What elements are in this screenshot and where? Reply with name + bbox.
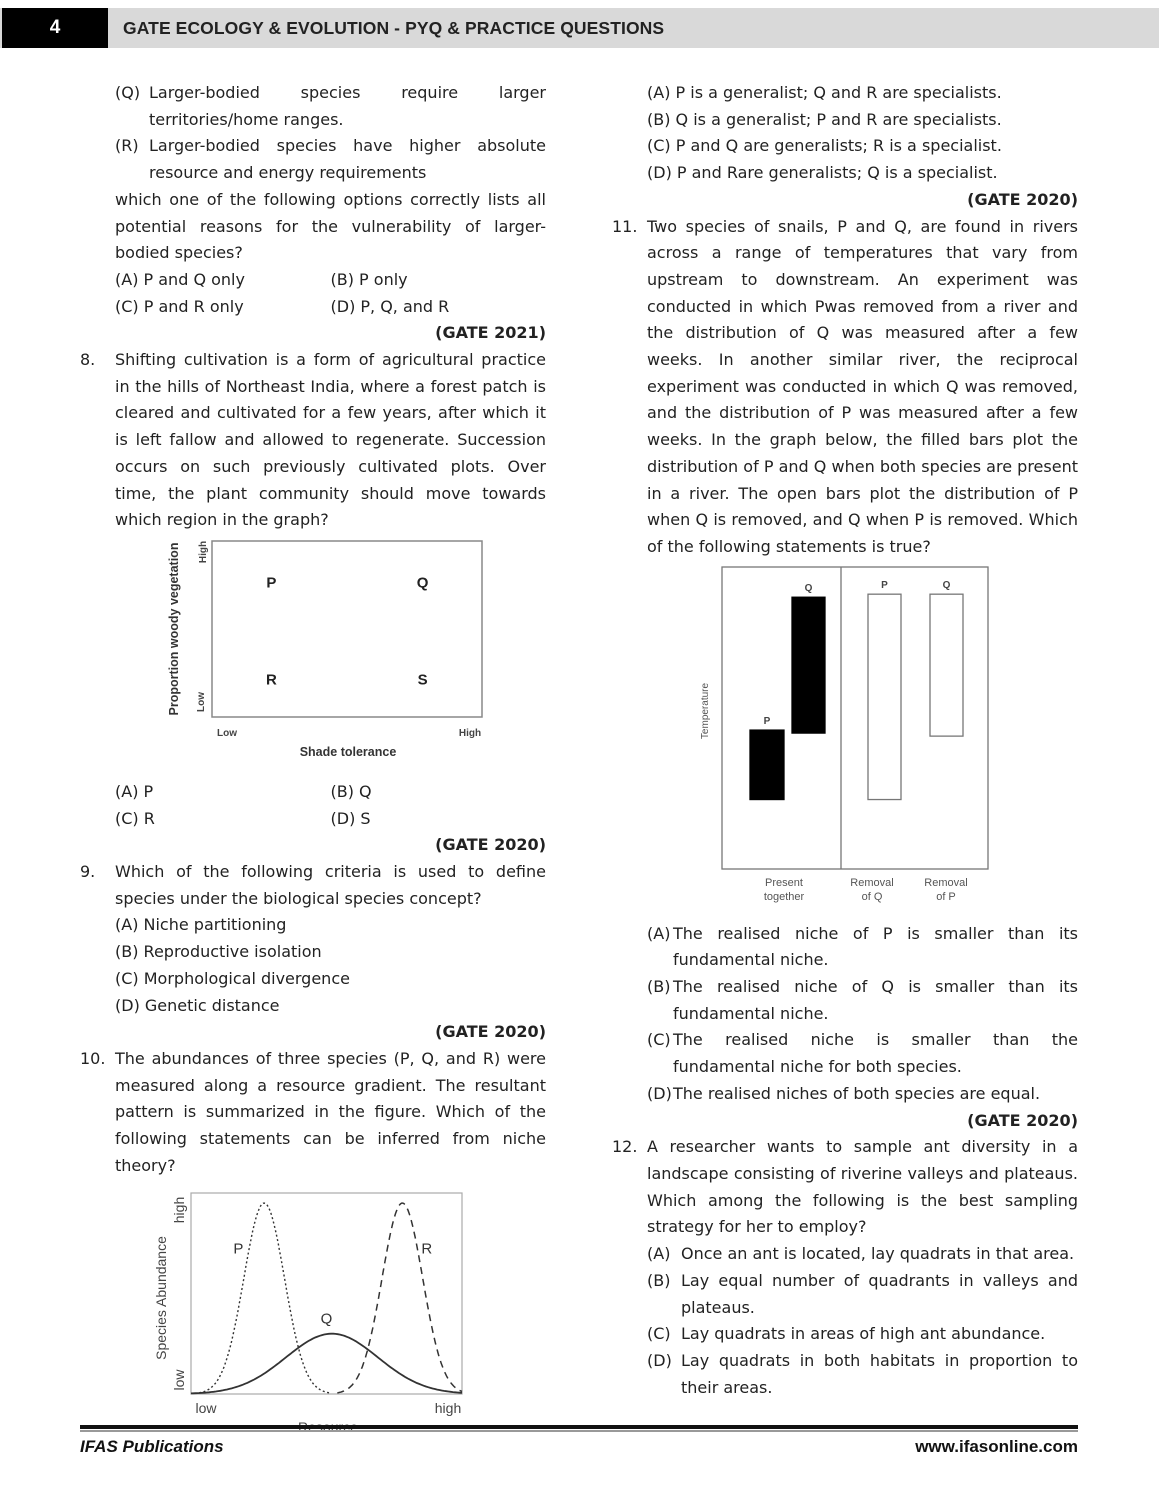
q10-question: [80, 1046, 546, 1180]
q12-option-c[interactable]: [612, 1321, 1078, 1348]
q11-option-a[interactable]: [612, 921, 1078, 974]
x-axis-label: Shade tolerance: [299, 744, 397, 759]
footer-website[interactable]: www.ifasonline.com: [915, 1437, 1078, 1456]
q7-options-row1: [80, 267, 546, 294]
right-column: [612, 80, 1078, 1401]
series-label-r: R: [421, 1239, 433, 1257]
bar-label-p: P: [881, 579, 888, 591]
option-label: (D): [647, 1350, 672, 1370]
question-text: Two species of snails, P and Q, are found in rivers across a range of temperatures that vary from upstream to downstream. An experiment was conducted in which Pwas removed from a river and the distribution of Q was measured after a few weeks. In another similar river, the reciprocal experiment was conducted in which Q was removed, and the distribution of P was measured after a few weeks. In the graph below, the filled bars plot the distribution of P and Q when both species are present in a river. The open bars plot the distribution of P when Q is removed, and Q when P is removed. Which of the following statements is true?: [647, 216, 1078, 556]
option-d[interactable]: (D) P, Q, and R: [330, 296, 450, 316]
option-b[interactable]: (B) Q: [330, 781, 372, 801]
temperature-bar-chart: [612, 561, 1078, 921]
y-axis-label: Temperature: [700, 682, 711, 739]
x-label-removal-q-2: of Q: [861, 890, 883, 903]
q9-option-b[interactable]: (B) Reproductive isolation: [115, 942, 322, 962]
q10-option-b[interactable]: (B) Q is a generalist; P and R are specialists.: [647, 109, 1002, 129]
x-tick-high: high: [434, 1399, 462, 1416]
option-text: Lay quadrats in both habitats in proportion to their areas.: [681, 1350, 1078, 1397]
q8-options-row1: [80, 779, 546, 806]
option-c[interactable]: (C) R: [115, 808, 155, 828]
footer-publisher: IFAS Publications: [80, 1437, 224, 1456]
footer-rule-shadow: [80, 1430, 1078, 1432]
q7-options-row2: [80, 294, 546, 321]
q10-option-a[interactable]: (A) P is a generalist; Q and R are specialists.: [647, 83, 1002, 102]
region-labels: [266, 574, 429, 688]
q7-source: (GATE 2021): [435, 323, 546, 343]
option-label: (B): [647, 977, 671, 997]
question-text: A researcher wants to sample ant diversity in a landscape consisting of riverine valleys and plateaus. Which among the following is the best sampling strategy for her to employ?: [647, 1137, 1078, 1237]
q10-source: (GATE 2020): [967, 189, 1078, 209]
q8-figure: [80, 534, 546, 779]
q7-item-q: [80, 80, 546, 133]
plot-frame: [191, 1193, 462, 1394]
q9-option-a[interactable]: (A) Niche partitioning: [115, 915, 287, 935]
bar-p-together: [750, 730, 784, 799]
q11-question: [612, 214, 1078, 561]
y-tick-high: high: [171, 1196, 187, 1223]
y-tick-high: High: [198, 540, 209, 564]
q11-option-d[interactable]: [612, 1081, 1078, 1108]
q10-option-c[interactable]: (C) P and Q are generalists; R is a specialist.: [647, 136, 1002, 156]
region-label-q: Q: [416, 574, 429, 592]
q11-option-c[interactable]: [612, 1027, 1078, 1080]
option-label: (C): [647, 1030, 671, 1050]
x-tick-high: High: [458, 727, 482, 739]
y-axis-label: Species Abundance: [153, 1235, 169, 1360]
option-a[interactable]: (A) P and Q only: [115, 269, 245, 289]
y-tick-low: Low: [196, 691, 207, 712]
q7-stem: which one of the following options correctly lists all potential reasons for the vulnerability of larger-bodied species?: [115, 189, 546, 263]
question-number: 8.: [80, 350, 96, 370]
question-text: The abundances of three species (P, Q, and R) were measured along a resource gradient. The resultant pattern is summarized in the figure. Which of the following statements can be inferred from niche theory?: [115, 1048, 546, 1175]
item-text: Larger-bodied species require larger territories/home ranges.: [149, 83, 546, 129]
q11-option-b[interactable]: [612, 974, 1078, 1027]
q8-source: (GATE 2020): [435, 835, 546, 855]
q11-figure: [612, 561, 1078, 921]
x-tick-low: low: [195, 1399, 217, 1416]
x-label-removal-p-2: of P: [936, 890, 956, 903]
option-text: Once an ant is located, lay quadrats in that area.: [681, 1244, 1075, 1264]
question-text: Shifting cultivation is a form of agricultural practice in the hills of Northeast India, where a forest patch is cleared and cultivated for a few years, after which it is left fallow and allowed to regenerate. Succession occurs on such previously cultivated plots. Over time, the plant community should move towards which region in the graph?: [115, 350, 546, 530]
item-label: (Q): [115, 83, 141, 102]
option-text: The realised niche of P is smaller than its fundamental niche.: [673, 923, 1078, 970]
q12-option-d[interactable]: [612, 1348, 1078, 1401]
shade-tolerance-chart: [80, 534, 546, 779]
question-number: 10.: [80, 1048, 106, 1068]
bar-p-removal: [868, 594, 901, 799]
q9-source: (GATE 2020): [435, 1022, 546, 1042]
series-label-p: P: [233, 1239, 244, 1257]
bar-label-q: Q: [804, 582, 813, 594]
series-line-r: [337, 1203, 462, 1393]
option-a[interactable]: (A) P: [115, 781, 154, 801]
series-line-p: [199, 1203, 329, 1393]
q9-question: [80, 859, 546, 912]
option-text: Lay quadrats in areas of high ant abundance.: [681, 1324, 1046, 1344]
q12-option-a[interactable]: [612, 1241, 1078, 1268]
option-text: The realised niche is smaller than the fundamental niche for both species.: [673, 1030, 1078, 1077]
x-label-removal-q-1: Removal: [850, 876, 894, 889]
q9-option-d[interactable]: (D) Genetic distance: [115, 995, 280, 1015]
option-text: The realised niche of Q is smaller than its fundamental niche.: [673, 977, 1078, 1023]
y-tick-low: low: [171, 1368, 187, 1391]
region-label-r: R: [265, 671, 277, 689]
question-number: 9.: [80, 862, 96, 882]
q10-option-d[interactable]: (D) P and Rare generalists; Q is a specialist.: [647, 163, 998, 183]
y-axis-label: Proportion woody vegetation: [167, 542, 181, 716]
page-number: 4: [2, 8, 108, 48]
plot-frame: [212, 541, 482, 717]
question-text: Which of the following criteria is used to define species under the biological species concept?: [115, 862, 546, 908]
option-b[interactable]: (B) P only: [330, 269, 408, 289]
question-number: 11.: [612, 216, 638, 236]
option-label: (D): [647, 1083, 672, 1103]
bar-q-together: [792, 597, 825, 733]
region-label-p: P: [266, 574, 277, 592]
header-title: GATE ECOLOGY & EVOLUTION - PYQ & PRACTICE QUESTIONS: [123, 18, 665, 38]
option-c[interactable]: (C) P and R only: [115, 296, 244, 316]
resource-abundance-chart: [80, 1188, 546, 1443]
series-group: [191, 1203, 462, 1393]
q12-question: [612, 1134, 1078, 1241]
option-label: (B): [647, 1270, 671, 1290]
option-text: The realised niches of both species are equal.: [673, 1083, 1041, 1103]
bar-q-removal: [930, 594, 963, 736]
option-label: (A): [647, 923, 671, 943]
bars-group: [750, 580, 963, 799]
x-label-removal-p-1: Removal: [924, 876, 968, 889]
option-d[interactable]: (D) S: [330, 808, 371, 828]
item-text: Larger-bodied species have higher absolute resource and energy requirements: [149, 136, 546, 183]
series-label-q: Q: [320, 1310, 333, 1328]
q9-option-c[interactable]: (C) Morphological divergence: [115, 968, 350, 988]
option-label: (C): [647, 1324, 671, 1344]
left-column: [80, 80, 546, 1443]
q7-item-r: [80, 133, 546, 186]
q8-question: [80, 347, 546, 534]
bar-label-p: P: [763, 715, 771, 727]
q11-source: (GATE 2020): [967, 1110, 1078, 1130]
bar-label-q: Q: [942, 579, 951, 591]
item-label: (R): [115, 136, 139, 156]
question-number: 12.: [612, 1137, 638, 1157]
q12-option-b[interactable]: [612, 1268, 1078, 1321]
x-label-present-1: Present: [765, 876, 803, 889]
option-text: Lay equal number of quadrants in valleys and plateaus.: [681, 1270, 1078, 1317]
option-label: (A): [647, 1244, 671, 1264]
region-label-s: S: [417, 671, 428, 689]
q8-options-row2: [80, 806, 546, 833]
footer-rule: [80, 1425, 1078, 1429]
x-tick-low: Low: [217, 727, 237, 739]
x-label-present-2: together: [763, 890, 805, 903]
q10-figure: [80, 1188, 546, 1443]
page-header: [0, 8, 1159, 48]
